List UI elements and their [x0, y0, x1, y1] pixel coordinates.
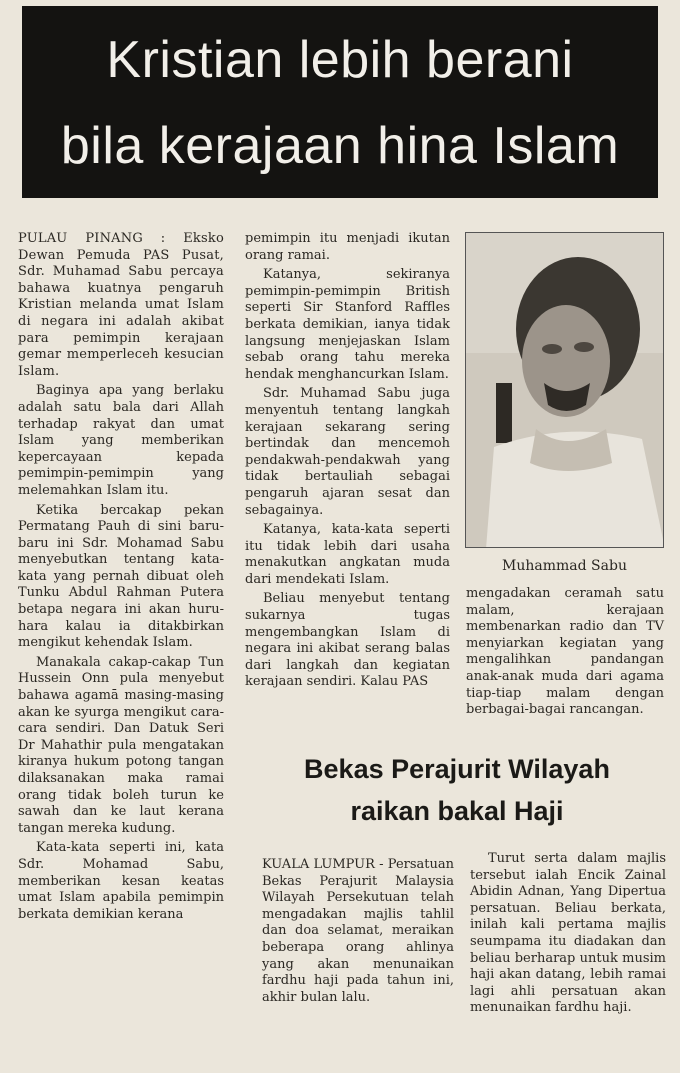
article-column-3 [466, 586, 664, 722]
second-article-column-1 [262, 857, 454, 1009]
article-paragraph: Ketika bercakap pekan Permatang Pauh di sini baru-baru ini Sdr. Mohamad Sabu menyebutkan tentang kata-kata yang pernah dibuat oleh Tunku Abdul Rahman Putera betapa negara ini akan huru-hara kalau ia ditakbirkan mengikut kehendak Islam. [18, 502, 224, 651]
article-column-1 [18, 231, 224, 926]
photo-caption: Muhammad Sabu [502, 558, 627, 574]
portrait-image-icon [466, 233, 664, 548]
article-paragraph: Katanya, sekiranya pemimpin-pemimpin British seperti Sir Stanford Raffles berkata demikian, ianya tidak langsung menjejaskan Islam sebab orang tahu mereka hendak menghancurkan Islam. [245, 267, 450, 382]
portrait-photo [465, 232, 664, 548]
second-article-headline [244, 752, 670, 828]
headline-line-2: bila kerajaan hina Islam [60, 117, 620, 175]
article-paragraph: mengadakan ceramah satu malam, kerajaan membenarkan radio dan TV menyiarkan kegiatan yang mengalihkan pandangan anak-anak muda dari agama tiap-tiap malam dengan berbagai-bagai rancangan. [466, 586, 664, 718]
article-paragraph: PULAU PINANG : Eksko Dewan Pemuda PAS Pusat, Sdr. Muhamad Sabu percaya bahawa kuatnya pengaruh Kristian melanda umat Islam di negara ini adalah akibat para pemimpin kerajaan gemar memperleceh kesucian Islam. [18, 231, 224, 379]
article-column-2 [245, 231, 450, 694]
article-paragraph: Beliau menyebut tentang sukarnya tugas mengembangkan Islam di negara ini akibat serang balas dari langkah dan kegiatan kerajaan sendiri. Kalau PAS [245, 591, 450, 690]
second-headline-line-2: raikan bakal Haji [350, 796, 564, 826]
article-paragraph: Kata-kata seperti ini, kata Sdr. Mohamad Sabu, memberikan kesan keatas umat Islam apabila pemimpin berkata demikian kerana [18, 840, 224, 922]
headline-line-1: Kristian lebih berani [106, 31, 574, 89]
second-headline-line-1: Bekas Perajurit Wilayah [304, 754, 610, 784]
article-paragraph: Turut serta dalam majlis tersebut ialah Encik Zainal Abidin Adnan, Yang Dipertua persatuan. Beliau berkata, inilah kali pertama majlis seumpama itu diadakan dan beliau berharap untuk musim haji akan datang, lebih ramai lagi ahli persatuan akan menunaikan fardhu haji. [470, 851, 666, 1016]
article-paragraph: Sdr. Muhamad Sabu juga menyentuh tentang langkah kerajaan sekarang sering bertindak dan mencemoh pendakwah-pendakwah yang tidak bertauliah sebagai pengaruh ajaran sesat dan sebagainya. [245, 386, 450, 518]
article-paragraph: KUALA LUMPUR - Persatuan Bekas Perajurit Malaysia Wilayah Persekutuan telah mengadakan majlis tahlil dan doa selamat, meraikan beberapa orang ahlinya yang akan menunaikan fardhu haji pada tahun ini, akhir bulan lalu. [262, 857, 454, 1005]
article-paragraph: pemimpin itu menjadi ikutan orang ramai. [245, 231, 450, 263]
article-paragraph: Katanya, kata-kata seperti itu tidak lebih dari usaha menakutkan angkatan muda dari mendekati Islam. [245, 522, 450, 587]
headline-banner [22, 6, 658, 198]
second-article-column-2 [470, 851, 666, 1020]
article-paragraph: Manakala cakap-cakap Tun Hussein Onn pula menyebut bahawa agamā masing-masing akan ke syurga mengikut cara-cara sendiri. Dan Datuk Seri Dr Mahathir pula mengatakan kiranya hukum potong tangan dilaksanakan maka ramai orang tidak boleh turun ke sawah dan ke laut kerana tangan mereka kudung. [18, 654, 224, 836]
article-paragraph: Baginya apa yang berlaku adalah satu bala dari Allah terhadap rakyat dan umat Islam yang memberikan kepercayaan kepada pemimpin-pemimpin yang melemahkan Islam itu. [18, 383, 224, 498]
